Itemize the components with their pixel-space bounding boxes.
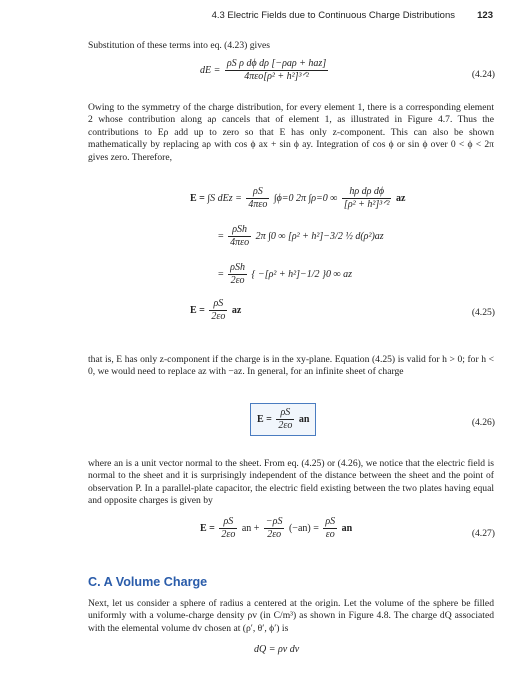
- deriv-line1-integral: ∫S dEz =: [207, 192, 242, 204]
- eq-4-27-t1-num: ρS: [223, 516, 234, 527]
- derivation-line-1: [190, 186, 405, 211]
- header-page-number: 123: [477, 10, 493, 21]
- volume-charge-paragraph: Next, let us consider a sphere of radius a centered at the origin. Let the volume of the sphere be filled uniformly with a volume-charge density ρv (in C/m³) as shown in Figure 4.8. The charge dQ associated with the elemental volume dv chosen at (ρ′, θ′, ϕ′) is: [88, 598, 494, 634]
- eq-4-27-t3-den: εo: [323, 528, 337, 541]
- equation-number-4-26: (4.26): [471, 417, 495, 428]
- eq-4-27-t3-tail: an: [341, 522, 353, 534]
- eq-4-26-den: 2εo: [278, 420, 293, 431]
- deriv-line1-frac-den: [ρ² + h²]³ᐟ²: [343, 199, 390, 210]
- equation-4-27: [200, 516, 352, 541]
- header-section-title: 4.3 Electric Fields due to Continuous Charge Distributions: [211, 10, 455, 21]
- eq-4-26-num: ρS: [280, 407, 291, 418]
- section-heading-volume-charge: C. A Volume Charge: [88, 575, 208, 589]
- eq-4-27-term1: [219, 516, 237, 541]
- deriv-line1-tail: az: [395, 192, 406, 204]
- derivation-line-4: [190, 298, 241, 323]
- eq-4-27-lhs: E =: [200, 522, 215, 534]
- equation-number-4-24: (4.24): [471, 69, 495, 80]
- eq-4-26-fraction: [276, 407, 294, 432]
- deriv-line3-coef: [228, 262, 247, 287]
- eq-4-24-denominator: 4πεo[ρ² + h²]³ᐟ²: [225, 70, 328, 83]
- deriv-line1-fraction: [342, 186, 392, 211]
- deriv-line1-coef-den: 4πεo: [248, 199, 268, 210]
- eq-4-27-t1-den: 2εo: [221, 529, 236, 540]
- deriv-line1-limits: ∫ϕ=0 2π ∫ρ=0 ∞: [273, 192, 338, 204]
- equation-dq: dQ = ρv dv: [254, 644, 300, 655]
- deriv-line2-coef-den: 4πεo: [230, 237, 250, 248]
- eq-4-26-tail: an: [298, 413, 310, 425]
- deriv-line4-num: ρS: [213, 298, 224, 309]
- equation-number-4-25: (4.25): [471, 307, 495, 318]
- deriv-line1-coef-num: ρS: [252, 186, 263, 197]
- deriv-line4-fraction: [209, 298, 227, 323]
- deriv-line2-coef: [228, 224, 251, 249]
- deriv-line4-lhs: E =: [190, 304, 205, 316]
- deriv-line3-coef-num: ρSh: [230, 262, 245, 273]
- eq-4-24-fraction: [225, 58, 328, 83]
- eq-4-27-term2: [264, 516, 285, 541]
- deriv-line4-den: 2εo: [211, 311, 226, 322]
- eq-4-27-t2-num: −ρS: [265, 516, 283, 527]
- deriv-line4-tail: az: [231, 304, 242, 316]
- deriv-line3-body: { −[ρ² + h²]−1/2 }0 ∞ az: [251, 268, 353, 280]
- eq-4-27-term3: [323, 516, 337, 541]
- equation-4-24: [200, 58, 330, 83]
- deriv-line3-coef-den: 2εo: [228, 274, 247, 287]
- eq-4-27-t1-tail: an +: [241, 522, 260, 534]
- z-component-paragraph: that is, E has only z-component if the charge is in the xy-plane. Equation (4.25) is valid for h > 0; for h < 0, we would need to replace az with −az. In general, for an infinite sheet of charge: [88, 354, 494, 378]
- eq-4-26-lhs: E =: [257, 413, 272, 425]
- eq-4-24-lhs: dE =: [200, 64, 221, 76]
- unit-vector-paragraph: where an is a unit vector normal to the sheet. From eq. (4.25) or (4.26), we notice that the electric field is normal to the sheet and it is surprisingly independent of the distance between the sheet and the point of observation P. In a parallel-plate capacitor, the electric field existing between the two plates having equal and opposite charges is given by: [88, 458, 494, 507]
- intro-paragraph: Substitution of these terms into eq. (4.23) gives: [88, 40, 270, 51]
- equation-4-26-box: [250, 403, 316, 436]
- deriv-line2-body: 2π ∫0 ∞ [ρ² + h²]−3/2 ½ d(ρ²)az: [255, 230, 384, 242]
- eq-4-27-t2-tail: (−an) =: [288, 522, 319, 534]
- running-header: [88, 9, 495, 25]
- eq-4-27-t3-num: ρS: [325, 516, 336, 527]
- derivation-line-3: = $\frac{\text{ρSh}}{2\varepsilon o}$ { −[ρ² + h²]−1/2 }0 ∞ az: [218, 262, 353, 286]
- derivation-line-2: = $\frac{\text{ρSh}}{\text{4πεo}}$ 2π ∫0 ∞ [ρ² + h²]−3/2 ½ d(ρ²)az: [218, 224, 384, 248]
- equation-number-4-27: (4.27): [471, 528, 495, 539]
- deriv-line1-frac-num: hρ dρ dϕ: [349, 186, 385, 197]
- eq-4-24-numerator: ρS ρ dϕ dρ [−ρaρ + haz]: [226, 58, 327, 69]
- deriv-line1-lhs: E =: [190, 192, 205, 204]
- symmetry-paragraph: Owing to the symmetry of the charge distribution, for every element 1, there is a corresponding element 2 whose contribution along aρ cancels that of element 1, as illustrated in Figure 4.7. Thus the contributions to Eρ add up to zero so that E has only z-component. This can also be shown mathematically by replacing aρ with cos ϕ ax + sin ϕ ay. Integration of cos ϕ or sin ϕ over 0 < ϕ < 2π gives zero. Therefore,: [88, 102, 494, 163]
- eq-4-27-t2-den: 2εo: [264, 528, 285, 541]
- deriv-line1-coef: [246, 186, 269, 211]
- deriv-line2-coef-num: ρSh: [232, 224, 248, 235]
